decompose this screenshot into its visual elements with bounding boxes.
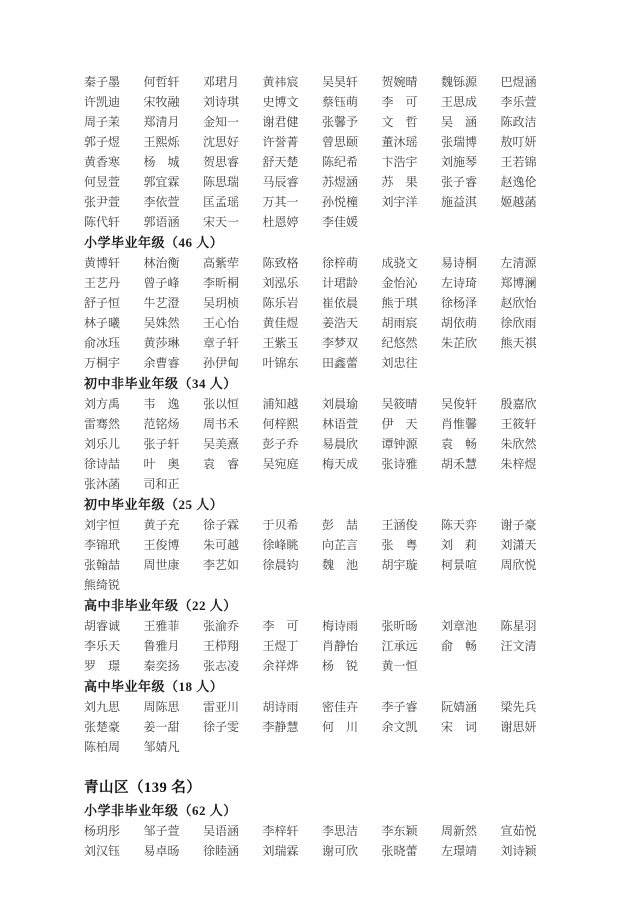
student-name: 徐子雯 <box>203 720 240 734</box>
student-name: 熊于琪 <box>381 296 418 310</box>
name-row <box>84 697 610 717</box>
student-name: 张志凌 <box>203 659 240 673</box>
student-name: 袁 畅 <box>441 437 478 451</box>
student-name: 熊绮锐 <box>84 578 121 592</box>
student-name: 谢思妍 <box>500 720 537 734</box>
student-name: 宋天一 <box>203 215 240 229</box>
student-name: 鲁雅月 <box>143 639 180 653</box>
student-name: 宋牧融 <box>143 95 180 109</box>
section-header: 高中非毕业年级（22 人） <box>84 598 237 613</box>
student-name: 胡雨宸 <box>381 316 418 330</box>
student-name: 周欣悦 <box>500 558 537 572</box>
student-name: 陈柏周 <box>84 740 121 754</box>
student-name: 许凯迪 <box>84 95 121 109</box>
student-name: 姬越菡 <box>500 195 537 209</box>
student-name: 徐梓萌 <box>322 256 359 270</box>
section-header: 初中非毕业年级（34 人） <box>84 376 237 391</box>
student-name: 梅诗雨 <box>322 619 359 633</box>
student-name: 蔡钰萌 <box>322 95 359 109</box>
student-name: 李艺如 <box>203 558 240 572</box>
student-name: 贺婉晴 <box>381 75 418 89</box>
student-name: 陈政洁 <box>500 115 537 129</box>
student-name: 雷骞然 <box>84 417 121 431</box>
student-name: 俞 畅 <box>441 639 478 653</box>
student-name: 朱芷欣 <box>441 336 478 350</box>
student-name: 刘施琴 <box>441 155 478 169</box>
student-name: 王煜丁 <box>262 639 299 653</box>
student-name: 刘晨瑜 <box>322 397 359 411</box>
student-name: 林治衡 <box>143 256 180 270</box>
student-name: 徐欣雨 <box>500 316 537 330</box>
student-name: 张瑞博 <box>441 135 478 149</box>
student-name: 密佳卉 <box>322 700 359 714</box>
student-name: 吴玥桢 <box>203 296 240 310</box>
name-row <box>84 313 610 333</box>
student-name: 赵逸伦 <box>500 175 537 189</box>
student-name: 万其一 <box>262 195 299 209</box>
student-name: 崔依晨 <box>322 296 359 310</box>
student-name: 李 可 <box>262 619 299 633</box>
student-name: 刘诗颖 <box>500 844 537 858</box>
student-name: 伊 天 <box>381 417 418 431</box>
student-name: 易晨欣 <box>322 437 359 451</box>
student-name: 肖静怡 <box>322 639 359 653</box>
student-name: 徐峰眺 <box>262 538 299 552</box>
student-name: 韦 逸 <box>143 397 180 411</box>
student-name: 纪悠然 <box>381 336 418 350</box>
student-name: 李 可 <box>381 95 418 109</box>
student-name: 文 哲 <box>381 115 418 129</box>
student-name: 赵欣怡 <box>500 296 537 310</box>
name-row <box>84 293 610 313</box>
student-name: 舒天楚 <box>262 155 299 169</box>
student-name: 吴昊轩 <box>322 75 359 89</box>
student-name: 金知一 <box>203 115 240 129</box>
student-name: 朱可越 <box>203 538 240 552</box>
student-name: 李东颖 <box>381 824 418 838</box>
student-name: 谢可欣 <box>322 844 359 858</box>
name-grid <box>84 253 610 373</box>
student-name: 何哲轩 <box>143 75 180 89</box>
student-name: 王熙烁 <box>143 135 180 149</box>
student-name: 吴俊轩 <box>441 397 478 411</box>
student-name: 牛艺澄 <box>143 296 180 310</box>
student-name: 李昕桐 <box>203 276 240 290</box>
student-name: 王若锦 <box>500 155 537 169</box>
student-name: 肖惟馨 <box>441 417 478 431</box>
student-name: 邓珺月 <box>203 75 240 89</box>
student-name: 周子茉 <box>84 115 121 129</box>
student-name: 刘诗琪 <box>203 95 240 109</box>
name-row <box>84 394 610 414</box>
student-name: 余曹睿 <box>143 356 180 370</box>
student-name: 张馨予 <box>322 115 359 129</box>
student-name: 刘泓乐 <box>262 276 299 290</box>
student-name: 罗 璟 <box>84 659 121 673</box>
name-grid <box>84 394 610 494</box>
name-row <box>84 636 610 656</box>
student-name: 叶锦东 <box>262 356 299 370</box>
name-row <box>84 717 610 737</box>
name-row <box>84 253 610 273</box>
student-name: 司和正 <box>143 477 180 491</box>
student-name: 黄博轩 <box>84 256 121 270</box>
student-name: 雷亚川 <box>203 700 240 714</box>
student-name: 万桐宇 <box>84 356 121 370</box>
student-name: 姜一甜 <box>143 720 180 734</box>
student-name: 易诗桐 <box>441 256 478 270</box>
name-grid <box>84 72 610 232</box>
student-name: 刘汉钰 <box>84 844 121 858</box>
student-name: 张楚豪 <box>84 720 121 734</box>
student-name: 林子曦 <box>84 316 121 330</box>
student-name: 贺思睿 <box>203 155 240 169</box>
student-name: 杨 锐 <box>322 659 359 673</box>
student-name: 陈代轩 <box>84 215 121 229</box>
name-row <box>84 353 610 373</box>
student-name: 李乐天 <box>84 639 121 653</box>
name-row <box>84 821 610 841</box>
section-header: 高中毕业年级（18 人） <box>84 679 224 694</box>
student-name: 谢子豪 <box>500 518 537 532</box>
student-name: 王雅菲 <box>143 619 180 633</box>
student-name: 宣茹悦 <box>500 824 537 838</box>
student-name: 刘九思 <box>84 700 121 714</box>
student-name: 吴语涵 <box>203 824 240 838</box>
student-name: 余祥烨 <box>262 659 299 673</box>
name-row <box>84 737 610 757</box>
name-row <box>84 535 610 555</box>
student-name: 朱欣然 <box>500 437 537 451</box>
student-name: 刘宇洋 <box>381 195 418 209</box>
student-name: 周书禾 <box>203 417 240 431</box>
student-name: 俞冰珏 <box>84 336 121 350</box>
student-name: 李子睿 <box>381 700 418 714</box>
student-name: 刘瑞霖 <box>262 844 299 858</box>
student-name: 黄香寒 <box>84 155 121 169</box>
student-name: 曾思颐 <box>322 135 359 149</box>
student-name: 陈星羽 <box>500 619 537 633</box>
name-row <box>84 656 610 676</box>
student-name: 黄佳煜 <box>262 316 299 330</box>
student-name: 范铭炀 <box>143 417 180 431</box>
student-name: 徐睦涵 <box>203 844 240 858</box>
student-name: 徐诗喆 <box>84 457 121 471</box>
student-name: 李梦双 <box>322 336 359 350</box>
student-name: 左璟靖 <box>441 844 478 858</box>
name-row <box>84 333 610 353</box>
name-row <box>84 555 610 575</box>
student-name: 王紫玉 <box>262 336 299 350</box>
name-row <box>84 616 610 636</box>
name-grid <box>84 515 610 595</box>
student-name: 周新然 <box>441 824 478 838</box>
name-row <box>84 454 610 474</box>
student-name: 苏煜涵 <box>322 175 359 189</box>
student-name: 浦知越 <box>262 397 299 411</box>
student-name: 李乐萱 <box>500 95 537 109</box>
student-name: 魏 池 <box>322 558 359 572</box>
name-row <box>84 414 610 434</box>
student-name: 余文凯 <box>381 720 418 734</box>
student-name: 舒子恒 <box>84 296 121 310</box>
student-name: 梅天成 <box>322 457 359 471</box>
student-name: 李梓轩 <box>262 824 299 838</box>
student-name: 秦奕扬 <box>143 659 180 673</box>
student-name: 匡孟瑶 <box>203 195 240 209</box>
student-name: 王思成 <box>441 95 478 109</box>
name-row <box>84 273 610 293</box>
name-row <box>84 112 610 132</box>
student-name: 马辰睿 <box>262 175 299 189</box>
student-name: 吴姝然 <box>143 316 180 330</box>
student-name: 秦子墨 <box>84 75 121 89</box>
student-name: 何 川 <box>322 720 359 734</box>
student-name: 杨玥彤 <box>84 824 121 838</box>
name-row <box>84 92 610 112</box>
student-name: 董沐瑶 <box>381 135 418 149</box>
student-name: 左清源 <box>500 256 537 270</box>
student-name: 周世康 <box>143 558 180 572</box>
student-name: 向芷言 <box>322 538 359 552</box>
student-name: 王筱轩 <box>500 417 537 431</box>
student-name: 郑清月 <box>143 115 180 129</box>
name-row <box>84 841 610 861</box>
student-name: 袁 睿 <box>203 457 240 471</box>
name-row <box>84 474 610 494</box>
section-header: 初中毕业年级（25 人） <box>84 497 224 512</box>
student-name: 田鑫蕾 <box>322 356 359 370</box>
student-name: 姜浩天 <box>322 316 359 330</box>
student-name: 施益淇 <box>441 195 478 209</box>
student-name: 巴煜涵 <box>500 75 537 89</box>
name-row <box>84 132 610 152</box>
student-name: 许誉菁 <box>262 135 299 149</box>
student-name: 左诗琦 <box>441 276 478 290</box>
name-grid <box>84 697 610 757</box>
student-name: 熊天祺 <box>500 336 537 350</box>
student-name: 杨 城 <box>143 155 180 169</box>
student-name: 江承远 <box>381 639 418 653</box>
student-name: 孙悦橦 <box>322 195 359 209</box>
student-name: 于贝希 <box>262 518 299 532</box>
student-name: 王俊博 <box>143 538 180 552</box>
student-name: 梁先兵 <box>500 700 537 714</box>
student-name: 谢君健 <box>262 115 299 129</box>
student-name: 郭子煜 <box>84 135 121 149</box>
student-name: 郭宜霖 <box>143 175 180 189</box>
student-name: 周陈思 <box>143 700 180 714</box>
student-name: 胡诗雨 <box>262 700 299 714</box>
student-name: 朱梓煜 <box>500 457 537 471</box>
student-name: 郭语涵 <box>143 215 180 229</box>
student-name: 杜恩婷 <box>262 215 299 229</box>
student-name: 殷嘉欣 <box>500 397 537 411</box>
student-name: 胡禾慧 <box>441 457 478 471</box>
student-name: 曾子峰 <box>143 276 180 290</box>
student-name: 彭 喆 <box>322 518 359 532</box>
name-row <box>84 72 610 92</box>
student-name: 张子轩 <box>143 437 180 451</box>
student-name: 魏铄源 <box>441 75 478 89</box>
student-name: 王心怡 <box>203 316 240 330</box>
student-name: 张翰喆 <box>84 558 121 572</box>
student-name: 金怡沁 <box>381 276 418 290</box>
student-name: 孙伊甸 <box>203 356 240 370</box>
student-name: 陈纪希 <box>322 155 359 169</box>
student-name: 李依萱 <box>143 195 180 209</box>
student-name: 刘 莉 <box>441 538 478 552</box>
student-name: 谭钟源 <box>381 437 418 451</box>
student-name: 成骁文 <box>381 256 418 270</box>
student-name: 张昕旸 <box>381 619 418 633</box>
student-name: 张子睿 <box>441 175 478 189</box>
student-name: 胡睿诚 <box>84 619 121 633</box>
student-name: 林语萱 <box>322 417 359 431</box>
student-name: 吴宛庭 <box>262 457 299 471</box>
student-name: 张晓蕾 <box>381 844 418 858</box>
student-name: 胡宇璇 <box>381 558 418 572</box>
student-name: 徐晨钧 <box>262 558 299 572</box>
student-name: 张以恒 <box>203 397 240 411</box>
student-name: 李锦玳 <box>84 538 121 552</box>
student-name: 黄莎琳 <box>143 336 180 350</box>
student-name: 何梓熙 <box>262 417 299 431</box>
student-name: 阮婧涵 <box>441 700 478 714</box>
student-name: 黄子充 <box>143 518 180 532</box>
name-row <box>84 192 610 212</box>
district-header: 青山区（139 名） <box>84 780 202 796</box>
student-name: 李思洁 <box>322 824 359 838</box>
student-name: 徐杨泽 <box>441 296 478 310</box>
name-grid <box>84 821 610 861</box>
student-name: 彭子乔 <box>262 437 299 451</box>
student-name: 黄祎宸 <box>262 75 299 89</box>
student-name: 章子轩 <box>203 336 240 350</box>
student-name: 高紫荦 <box>203 256 240 270</box>
student-name: 吴筱晴 <box>381 397 418 411</box>
student-name: 邹婧凡 <box>143 740 180 754</box>
student-name: 邹子萱 <box>143 824 180 838</box>
student-name: 陈乐岩 <box>262 296 299 310</box>
student-name: 陈致格 <box>262 256 299 270</box>
name-row <box>84 434 610 454</box>
student-name: 刘忠往 <box>381 356 418 370</box>
name-row <box>84 575 610 595</box>
name-row <box>84 152 610 172</box>
student-name: 卞浩宇 <box>381 155 418 169</box>
name-row <box>84 515 610 535</box>
student-name: 张渝乔 <box>203 619 240 633</box>
student-name: 沈思好 <box>203 135 240 149</box>
student-name: 柯景喧 <box>441 558 478 572</box>
student-name: 刘方禹 <box>84 397 121 411</box>
name-grid <box>84 616 610 676</box>
student-name: 张诗雅 <box>381 457 418 471</box>
student-name: 王艺丹 <box>84 276 121 290</box>
student-name: 王栉翔 <box>203 639 240 653</box>
student-name: 汪文清 <box>500 639 537 653</box>
student-name: 张 粤 <box>381 538 418 552</box>
student-name: 叶 奥 <box>143 457 180 471</box>
student-name: 陈天弈 <box>441 518 478 532</box>
student-name: 张尹萱 <box>84 195 121 209</box>
student-name: 吴美熹 <box>203 437 240 451</box>
student-name: 计珺龄 <box>322 276 359 290</box>
name-row <box>84 172 610 192</box>
student-name: 徐子霖 <box>203 518 240 532</box>
student-name: 郑博澜 <box>500 276 537 290</box>
student-name: 张沐菡 <box>84 477 121 491</box>
student-name: 胡依萌 <box>441 316 478 330</box>
section-header: 小学非毕业年级（62 人） <box>84 803 237 818</box>
student-name: 吴 涵 <box>441 115 478 129</box>
student-name: 易卓旸 <box>143 844 180 858</box>
student-name: 刘乐儿 <box>84 437 121 451</box>
student-name: 黄一恒 <box>381 659 418 673</box>
student-name: 苏 果 <box>381 175 418 189</box>
student-name: 宋 词 <box>441 720 478 734</box>
student-name: 何昱萱 <box>84 175 121 189</box>
student-name: 李佳媛 <box>322 215 359 229</box>
name-row <box>84 212 610 232</box>
student-name: 陈思瑞 <box>203 175 240 189</box>
student-name: 刘宇恒 <box>84 518 121 532</box>
student-name: 王涵俊 <box>381 518 418 532</box>
section-header: 小学毕业年级（46 人） <box>84 235 224 250</box>
student-name: 史博文 <box>262 95 299 109</box>
student-name: 李静慧 <box>262 720 299 734</box>
student-name: 刘章池 <box>441 619 478 633</box>
student-name: 敖叮妍 <box>500 135 537 149</box>
student-name: 刘潇天 <box>500 538 537 552</box>
